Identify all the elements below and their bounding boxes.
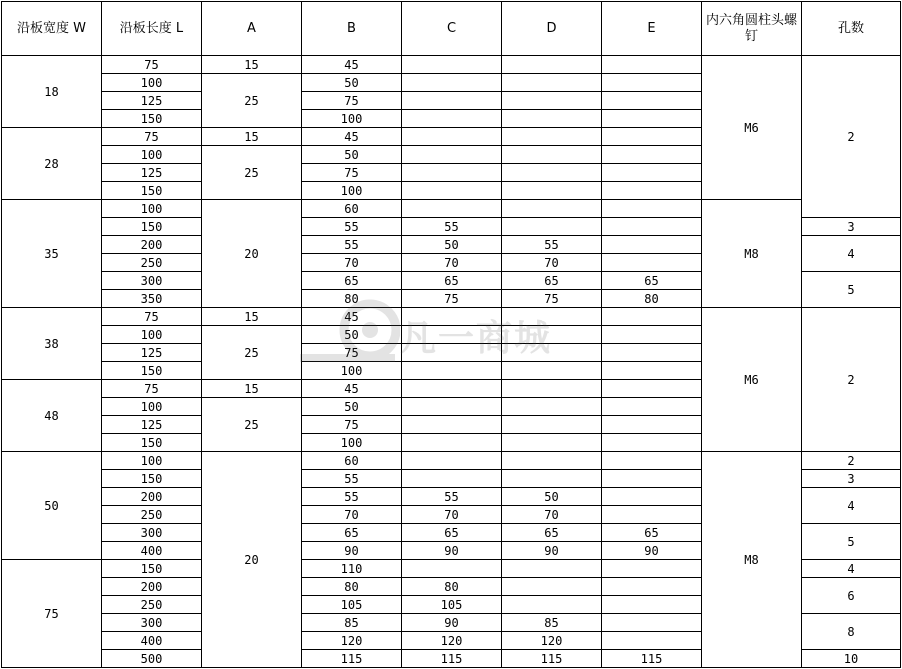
cell-d — [502, 326, 602, 344]
table-row — [2, 452, 901, 470]
cell-d — [502, 362, 602, 380]
cell-c — [402, 452, 502, 470]
cell-b: 90 — [302, 542, 402, 560]
cell-length: 125 — [102, 164, 202, 182]
cell-c — [402, 398, 502, 416]
cell-a: 25 — [202, 398, 302, 452]
cell-a: 25 — [202, 326, 302, 380]
cell-width: 35 — [2, 200, 102, 308]
cell-width: 18 — [2, 56, 102, 128]
cell-e — [602, 614, 702, 632]
cell-d: 70 — [502, 254, 602, 272]
cell-holes: 3 — [802, 218, 901, 236]
cell-length: 300 — [102, 614, 202, 632]
cell-d: 65 — [502, 272, 602, 290]
cell-length: 150 — [102, 470, 202, 488]
cell-width: 48 — [2, 380, 102, 452]
cell-e: 115 — [602, 650, 702, 668]
header-width: 沿板宽度 W — [2, 2, 102, 56]
cell-e — [602, 164, 702, 182]
cell-b: 75 — [302, 416, 402, 434]
cell-b: 80 — [302, 290, 402, 308]
cell-c: 50 — [402, 236, 502, 254]
cell-e — [602, 74, 702, 92]
cell-width: 38 — [2, 308, 102, 380]
cell-c — [402, 146, 502, 164]
cell-a: 25 — [202, 146, 302, 200]
cell-b: 70 — [302, 254, 402, 272]
cell-length: 250 — [102, 506, 202, 524]
cell-e — [602, 380, 702, 398]
cell-length: 100 — [102, 200, 202, 218]
cell-d: 55 — [502, 236, 602, 254]
cell-d — [502, 164, 602, 182]
cell-e — [602, 236, 702, 254]
cell-b: 45 — [302, 128, 402, 146]
cell-length: 200 — [102, 488, 202, 506]
cell-length: 150 — [102, 218, 202, 236]
cell-b: 45 — [302, 308, 402, 326]
cell-b: 115 — [302, 650, 402, 668]
cell-length: 200 — [102, 236, 202, 254]
cell-d: 75 — [502, 290, 602, 308]
cell-e — [602, 452, 702, 470]
cell-c: 65 — [402, 524, 502, 542]
watermark-text: 凡一商城 — [400, 318, 553, 359]
cell-c: 80 — [402, 578, 502, 596]
cell-screw: M6 — [702, 56, 802, 200]
cell-b: 55 — [302, 488, 402, 506]
cell-e — [602, 416, 702, 434]
cell-c — [402, 128, 502, 146]
cell-c — [402, 380, 502, 398]
cell-width: 50 — [2, 452, 102, 560]
cell-d: 65 — [502, 524, 602, 542]
cell-holes: 4 — [802, 488, 901, 524]
cell-b: 45 — [302, 56, 402, 74]
cell-e — [602, 470, 702, 488]
header-holes: 孔数 — [802, 2, 901, 56]
cell-length: 100 — [102, 398, 202, 416]
cell-e — [602, 110, 702, 128]
cell-e — [602, 506, 702, 524]
cell-e — [602, 560, 702, 578]
cell-e — [602, 326, 702, 344]
cell-length: 75 — [102, 308, 202, 326]
cell-d: 115 — [502, 650, 602, 668]
cell-b: 75 — [302, 164, 402, 182]
cell-c — [402, 434, 502, 452]
cell-b: 55 — [302, 218, 402, 236]
cell-b: 50 — [302, 74, 402, 92]
cell-d: 50 — [502, 488, 602, 506]
table-row — [2, 200, 901, 218]
cell-length: 125 — [102, 344, 202, 362]
cell-length: 100 — [102, 326, 202, 344]
cell-c — [402, 416, 502, 434]
cell-a: 15 — [202, 380, 302, 398]
cell-b: 120 — [302, 632, 402, 650]
cell-a: 20 — [202, 200, 302, 308]
cell-length: 75 — [102, 380, 202, 398]
cell-length: 100 — [102, 74, 202, 92]
cell-b: 60 — [302, 200, 402, 218]
cell-c: 90 — [402, 542, 502, 560]
cell-holes: 2 — [802, 452, 901, 470]
cell-d: 120 — [502, 632, 602, 650]
cell-e — [602, 200, 702, 218]
cell-c — [402, 362, 502, 380]
cell-e: 90 — [602, 542, 702, 560]
cell-c — [402, 92, 502, 110]
cell-length: 100 — [102, 452, 202, 470]
cell-holes: 2 — [802, 308, 901, 452]
cell-holes: 4 — [802, 560, 901, 578]
cell-b: 65 — [302, 272, 402, 290]
cell-b: 100 — [302, 110, 402, 128]
cell-width: 28 — [2, 128, 102, 200]
cell-length: 150 — [102, 110, 202, 128]
header-screw: 内六角圆柱头螺钉 — [702, 2, 802, 56]
cell-a: 15 — [202, 128, 302, 146]
cell-b: 50 — [302, 146, 402, 164]
cell-e — [602, 344, 702, 362]
cell-c: 120 — [402, 632, 502, 650]
cell-c: 90 — [402, 614, 502, 632]
cell-holes: 6 — [802, 578, 901, 614]
cell-b: 105 — [302, 596, 402, 614]
cell-b: 100 — [302, 434, 402, 452]
cell-e: 80 — [602, 290, 702, 308]
cell-b: 100 — [302, 362, 402, 380]
cell-b: 60 — [302, 452, 402, 470]
header-e: E — [602, 2, 702, 56]
cell-holes: 4 — [802, 236, 901, 272]
cell-length: 150 — [102, 434, 202, 452]
cell-e — [602, 488, 702, 506]
cell-e — [602, 146, 702, 164]
table-row — [2, 308, 901, 326]
cell-c: 105 — [402, 596, 502, 614]
cell-d — [502, 596, 602, 614]
cell-b: 75 — [302, 344, 402, 362]
cell-a: 15 — [202, 56, 302, 74]
cell-e — [602, 596, 702, 614]
cell-d — [502, 308, 602, 326]
cell-e — [602, 434, 702, 452]
cell-b: 45 — [302, 380, 402, 398]
cell-a: 15 — [202, 308, 302, 326]
cell-holes: 8 — [802, 614, 901, 650]
cell-e — [602, 308, 702, 326]
cell-d — [502, 380, 602, 398]
cell-e — [602, 578, 702, 596]
cell-b: 85 — [302, 614, 402, 632]
cell-d — [502, 200, 602, 218]
cell-e — [602, 632, 702, 650]
cell-b: 65 — [302, 524, 402, 542]
cell-holes: 3 — [802, 470, 901, 488]
cell-d — [502, 560, 602, 578]
cell-length: 250 — [102, 596, 202, 614]
cell-c — [402, 200, 502, 218]
cell-screw: M8 — [702, 200, 802, 308]
cell-b: 75 — [302, 92, 402, 110]
cell-c — [402, 560, 502, 578]
cell-length: 400 — [102, 542, 202, 560]
cell-d — [502, 56, 602, 74]
spec-table — [1, 1, 901, 668]
cell-b: 55 — [302, 470, 402, 488]
cell-a: 20 — [202, 452, 302, 668]
cell-b: 55 — [302, 236, 402, 254]
cell-d — [502, 578, 602, 596]
cell-d — [502, 416, 602, 434]
cell-b: 50 — [302, 398, 402, 416]
cell-d — [502, 344, 602, 362]
cell-c — [402, 182, 502, 200]
cell-screw: M6 — [702, 308, 802, 452]
cell-d — [502, 182, 602, 200]
cell-d — [502, 470, 602, 488]
cell-length: 125 — [102, 416, 202, 434]
cell-c: 115 — [402, 650, 502, 668]
cell-length: 500 — [102, 650, 202, 668]
cell-c: 55 — [402, 488, 502, 506]
cell-e: 65 — [602, 524, 702, 542]
cell-e — [602, 218, 702, 236]
header-b: B — [302, 2, 402, 56]
cell-c — [402, 110, 502, 128]
header-c: C — [402, 2, 502, 56]
cell-length: 200 — [102, 578, 202, 596]
cell-d: 85 — [502, 614, 602, 632]
cell-d: 70 — [502, 506, 602, 524]
cell-c — [402, 56, 502, 74]
cell-c — [402, 470, 502, 488]
cell-holes: 5 — [802, 524, 901, 560]
cell-c — [402, 74, 502, 92]
cell-b: 110 — [302, 560, 402, 578]
cell-c — [402, 164, 502, 182]
cell-holes: 2 — [802, 56, 901, 218]
cell-width: 75 — [2, 560, 102, 668]
cell-holes: 10 — [802, 650, 901, 668]
cell-e — [602, 56, 702, 74]
cell-c: 75 — [402, 290, 502, 308]
cell-d — [502, 218, 602, 236]
cell-b: 100 — [302, 182, 402, 200]
header-a: A — [202, 2, 302, 56]
cell-e — [602, 182, 702, 200]
cell-length: 300 — [102, 524, 202, 542]
cell-a: 25 — [202, 74, 302, 128]
cell-b: 80 — [302, 578, 402, 596]
cell-c: 70 — [402, 254, 502, 272]
cell-length: 250 — [102, 254, 202, 272]
cell-d — [502, 74, 602, 92]
cell-length: 100 — [102, 146, 202, 164]
header-d: D — [502, 2, 602, 56]
cell-length: 150 — [102, 560, 202, 578]
cell-d — [502, 128, 602, 146]
cell-c — [402, 308, 502, 326]
cell-d — [502, 434, 602, 452]
cell-length: 150 — [102, 182, 202, 200]
cell-d — [502, 398, 602, 416]
cell-e — [602, 362, 702, 380]
cell-d — [502, 110, 602, 128]
header-length: 沿板长度 L — [102, 2, 202, 56]
cell-d — [502, 146, 602, 164]
cell-length: 75 — [102, 128, 202, 146]
cell-c: 65 — [402, 272, 502, 290]
cell-e — [602, 128, 702, 146]
cell-length: 350 — [102, 290, 202, 308]
cell-length: 400 — [102, 632, 202, 650]
cell-e — [602, 92, 702, 110]
cell-e: 65 — [602, 272, 702, 290]
cell-b: 50 — [302, 326, 402, 344]
cell-e — [602, 254, 702, 272]
cell-c — [402, 344, 502, 362]
header-row — [2, 2, 901, 56]
table-row — [2, 56, 901, 74]
cell-c: 55 — [402, 218, 502, 236]
cell-d — [502, 92, 602, 110]
cell-length: 125 — [102, 92, 202, 110]
cell-b: 70 — [302, 506, 402, 524]
cell-e — [602, 398, 702, 416]
cell-length: 300 — [102, 272, 202, 290]
cell-length: 75 — [102, 56, 202, 74]
cell-d — [502, 452, 602, 470]
cell-holes: 5 — [802, 272, 901, 308]
cell-d: 90 — [502, 542, 602, 560]
cell-screw: M8 — [702, 452, 802, 668]
cell-c: 70 — [402, 506, 502, 524]
cell-c — [402, 326, 502, 344]
cell-length: 150 — [102, 362, 202, 380]
